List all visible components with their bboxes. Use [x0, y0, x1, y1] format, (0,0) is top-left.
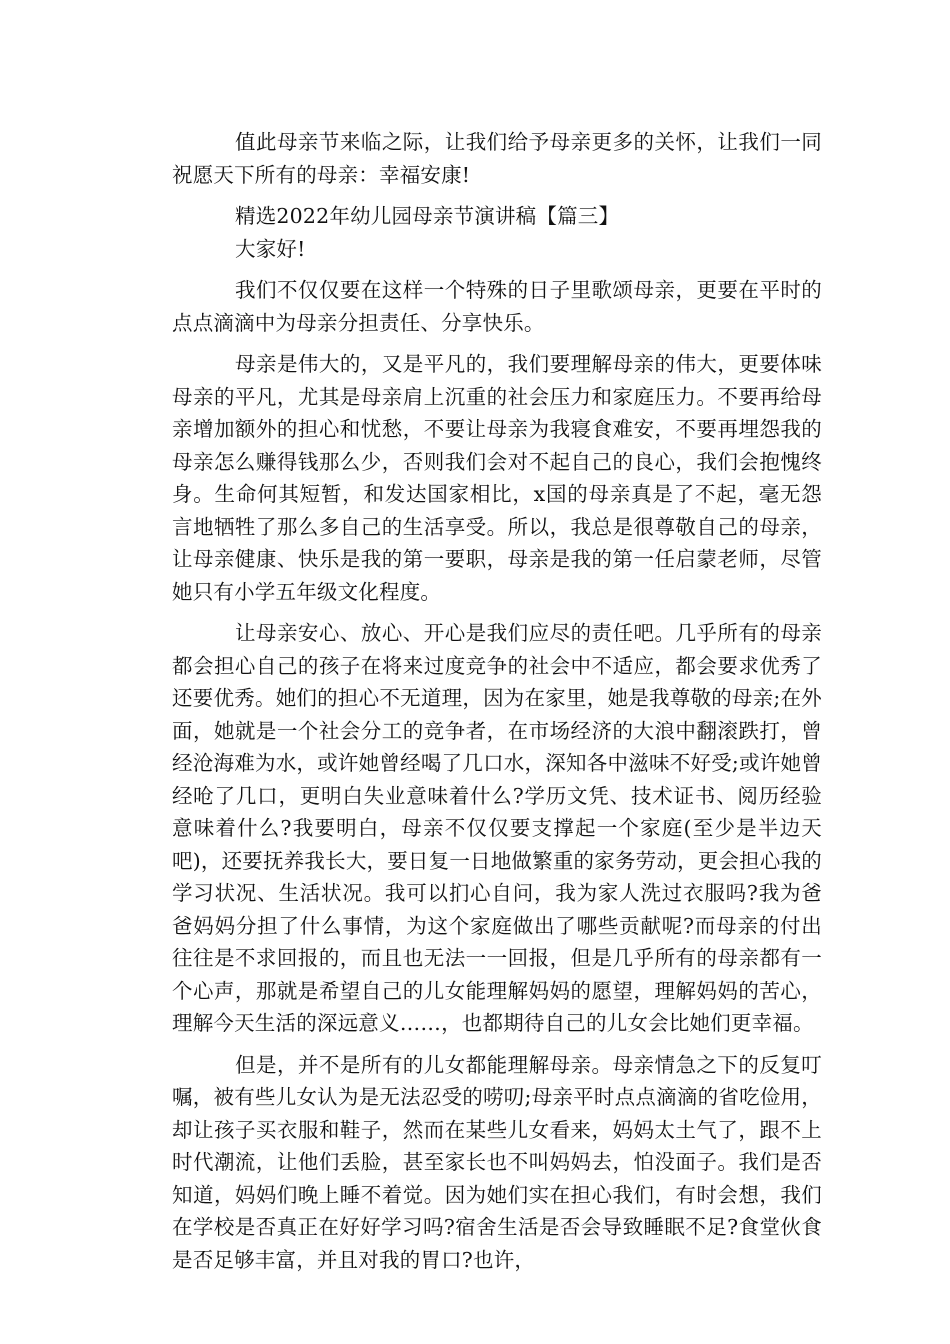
- body-paragraph-2: 母亲是伟大的，又是平凡的，我们要理解母亲的伟大，更要体味母亲的平凡，尤其是母亲肩上沉重的社会压力和家庭压力。不要再给母亲增加额外的担心和忧愁，不要让母亲为我寝食难安，不要再埋怨我的母亲怎么赚得钱那么少，否则我们会对不起自己的良心，我们会抱愧终身。生命何其短暂，和发达国家相比，x国的母亲真是了不起，毫无怨言地牺牲了那么多自己的生活享受。所以，我总是很尊敬自己的母亲，让母亲健康、快乐是我的第一要职，母亲是我的第一任启蒙老师，尽管她只有小学五年级文化程度。: [172, 352, 822, 604]
- intro-paragraph: 值此母亲节来临之际，让我们给予母亲更多的关怀，让我们一同祝愿天下所有的母亲：幸福安康!: [172, 130, 822, 187]
- section-title: 精选2022年幼儿园母亲节演讲稿【篇三】: [235, 204, 620, 228]
- greeting-line: 大家好!: [235, 236, 306, 261]
- body-paragraph-1: 我们不仅仅要在这样一个特殊的日子里歌颂母亲，更要在平时的点点滴滴中为母亲分担责任、分享快乐。: [172, 278, 822, 335]
- body-paragraph-4: 但是，并不是所有的儿女都能理解母亲。母亲情急之下的反复叮嘱，被有些儿女认为是无法忍受的唠叨;母亲平时点点滴滴的省吃俭用，却让孩子买衣服和鞋子，然而在某些儿女看来，妈妈太土气了，跟不上时代潮流，让他们丢脸，甚至家长也不叫妈妈去，怕没面子。我们是否知道，妈妈们晚上睡不着觉。因为她们实在担心我们，有时会想，我们在学校是否真正在好好学习吗?宿舍生活是否会导致睡眠不足?食堂伙食是否足够丰富，并且对我的胃口?也许，: [172, 1052, 822, 1272]
- body-paragraph-3: 让母亲安心、放心、开心是我们应尽的责任吧。几乎所有的母亲都会担心自己的孩子在将来过度竞争的社会中不适应，都会要求优秀了还要优秀。她们的担心不无道理，因为在家里，她是我尊敬的母亲;在外面，她就是一个社会分工的竞争者，在市场经济的大浪中翻滚跌打，曾经沧海难为水，或许她曾经喝了几口水，深知各中滋味不好受;或许她曾经呛了几口，更明白失业意味着什么?学历文凭、技术证书、阅历经验意味着什么?我要明白，母亲不仅仅要支撑起一个家庭(至少是半边天吧)，还要抚养我长大，要日复一日地做繁重的家务劳动，更会担心我的学习状况、生活状况。我可以扪心自问，我为家人洗过衣服吗?我为爸爸妈妈分担了什么事情，为这个家庭做出了哪些贡献呢?而母亲的付出往往是不求回报的，而且也无法一一回报，但是几乎所有的母亲都有一个心声，那就是希望自己的儿女能理解妈妈的愿望，理解妈妈的苦心，理解今天生活的深远意义……，也都期待自己的儿女会比她们更幸福。: [172, 621, 822, 1035]
- document-body: [172, 126, 822, 1285]
